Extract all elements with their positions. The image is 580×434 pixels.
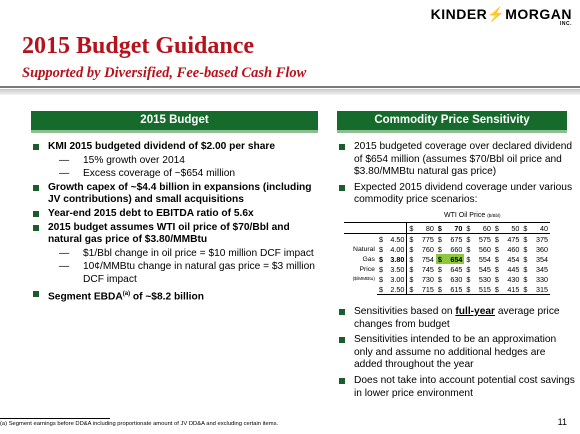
dash-icon: — (59, 154, 70, 166)
kinder-morgan-logo (430, 6, 572, 27)
dash-icon: — (59, 168, 70, 180)
list-item: Sensitivities based on full-year average price changes from budget (337, 306, 575, 331)
sub-list-item: — 15% growth over 2014 (59, 154, 185, 166)
list-item: Segment EBDA$^{(a)}$ of ~$8.2 billion (31, 288, 326, 304)
page-title: 2015 Budget Guidance (22, 33, 255, 59)
table-row: Natural $ 4.00 $ 760 $ 660 $ 560 $ 460 $ 360 (353, 244, 548, 254)
oil-price-header: 40 (531, 223, 550, 234)
bullet-square-icon (33, 225, 39, 231)
oil-price-header: 70 (445, 223, 464, 234)
oil-price-header: 60 (473, 223, 492, 234)
table-row: $ 4.50 $ 775 $ 675 $ 575 $ 475 $ 375 (378, 234, 548, 244)
list-item: Growth capex of ~$4.4 billion in expansions (including JV contributions) and small acquisitions (31, 182, 326, 207)
page-number: 11 (557, 417, 567, 427)
sensitivity-notes-list (337, 306, 575, 403)
footnote: (a) Segment earnings before DD&A including proportionate amount of JV DD&A and excluding certain items. (0, 421, 279, 427)
table-title: WTI Oil Price ($/Bbl) (444, 212, 501, 219)
footnote-divider (0, 418, 110, 419)
logo-text-right: MORGAN (505, 6, 572, 22)
sub-list-item: — Excess coverage of ~$654 million (59, 168, 236, 180)
gas-price-cell: 2.50 (386, 284, 407, 295)
sensitivity-grid (344, 222, 550, 295)
list-item: 2015 budgeted coverage over declared dividend of $654 million (assumes $70/Bbl oil price and $3.80/MMBtu natural gas price) (337, 141, 575, 179)
oil-price-header: 50 (502, 223, 521, 234)
gas-price-cell: 3.00 (386, 274, 407, 284)
bullet-square-icon (33, 291, 39, 297)
bullet-square-icon (339, 337, 345, 343)
dash-icon: — (59, 261, 70, 273)
logo-text-left: KINDER (430, 6, 488, 22)
list-item: Year-end 2015 debt to EBITDA ratio of 5.6x (31, 208, 326, 221)
list-item: 2015 budget assumes WTI oil price of $70/Bbl and natural gas price of $3.80/MMBtu (31, 222, 326, 247)
dash-icon: — (59, 247, 70, 259)
budget-highlight-cell: 654 (445, 254, 464, 264)
oil-price-header: 80 (416, 223, 435, 234)
bullet-square-icon (339, 309, 345, 315)
gas-price-cell: 4.50 (386, 234, 407, 245)
lightning-bolt-icon: ⚡ (487, 6, 506, 22)
bullet-square-icon (339, 144, 345, 150)
gas-price-cell: 4.00 (386, 244, 407, 254)
page-subtitle: Supported by Diversified, Fee-based Cash Flow (22, 65, 307, 81)
table-row: ($/MMBtu) $ 3.00 $ 730 $ 630 $ 530 $ 430 $ 330 (352, 274, 548, 284)
gas-price-cell: 3.80 (386, 254, 407, 264)
table-row-budget: Gas $ 3.80 $ 754 $ 654 $ 554 $ 454 $ 354 (362, 254, 548, 264)
table-row: Price $ 3.50 $ 745 $ 645 $ 545 $ 445 $ 345 (359, 264, 548, 274)
bullet-square-icon (33, 144, 39, 150)
budget-bullet-list (31, 141, 326, 305)
sensitivity-section-header: Commodity Price Sensitivity (337, 111, 567, 133)
sub-list-item: — $1/Bbl change in oil price = $10 million DCF impact (59, 247, 314, 259)
gas-price-cell: 3.50 (386, 264, 407, 274)
table-row: $ 2.50 $ 715 $ 615 $ 515 $ 415 $ 315 (378, 284, 548, 294)
logo-suffix: INC. (560, 21, 572, 27)
budget-section-header: 2015 Budget (31, 111, 318, 133)
table-header-row: $ 80 $ 70 $ 60 $ 50 $ 40 (344, 223, 550, 234)
bullet-square-icon (339, 185, 345, 191)
bullet-square-icon (33, 211, 39, 217)
list-item: Does not take into account potential cost savings in lower price environment (337, 375, 575, 400)
sub-list-item: — 10¢/MMBtu change in natural gas price = $3 million DCF impact (59, 261, 315, 285)
title-divider (0, 86, 580, 88)
list-item: Expected 2015 dividend coverage under various commodity price scenarios: (337, 182, 575, 207)
bullet-square-icon (339, 378, 345, 384)
bullet-square-icon (33, 185, 39, 191)
list-item: KMI 2015 budgeted dividend of $2.00 per share (31, 141, 326, 154)
title-divider-shadow (0, 89, 580, 95)
list-item: Sensitivities intended to be an approximation only and assume no additional hedges are added throughout the year (337, 334, 575, 372)
sensitivity-bullet-list (337, 141, 575, 210)
